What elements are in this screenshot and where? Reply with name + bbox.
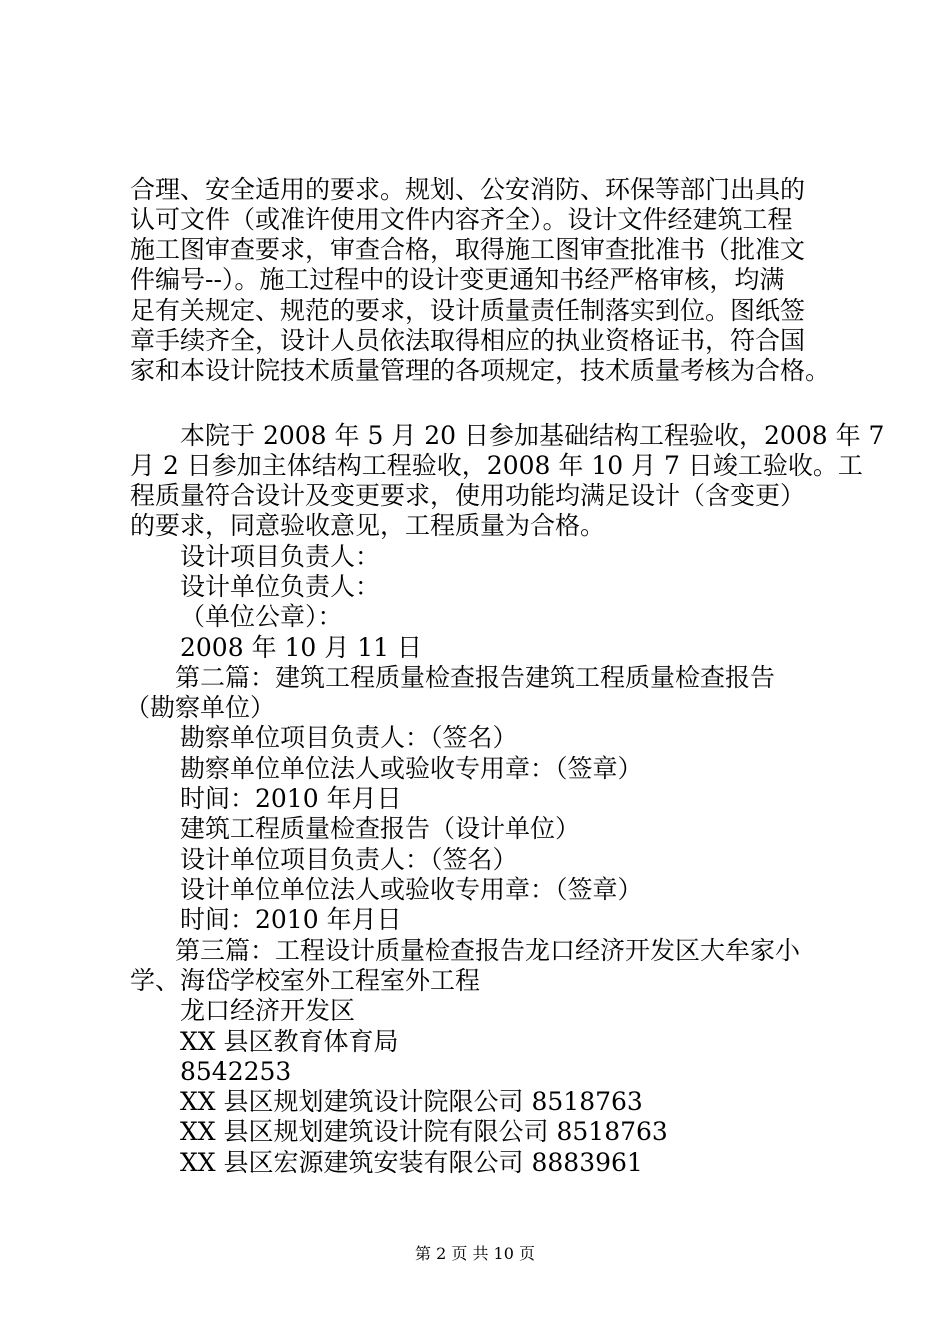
section-two-item: 勘察单位项目负责人：（签名） [180,723,518,752]
section-two-item: 建筑工程质量检查报告（设计单位） [180,814,581,843]
paragraph-line: 程质量符合设计及变更要求，使用功能均满足设计（含变更） [130,481,806,510]
section-two-item: 时间：2010 年月日 [180,784,402,813]
unit-seal-label: （单位公章）： [180,602,343,631]
section-two-title-continued: （勘察单位） [125,693,276,722]
section-three-item: XX 县区教育体育局 [180,1027,399,1056]
paragraph-line: 合理、安全适用的要求。规划、公安消防、环保等部门出具的 [130,175,806,204]
paragraph-line: 章手续齐全，设计人员依法取得相应的执业资格证书，符合国 [130,326,806,355]
paragraph-line: 件编号--）。施工过程中的设计变更通知书经严格审核，均满 [130,265,785,294]
section-two-item: 设计单位单位法人或验收专用章：（签章） [180,875,643,904]
section-three-item: 8542253 [180,1057,292,1086]
paragraph-line: 的要求，同意验收意见，工程质量为合格。 [130,511,606,540]
paragraph-line: 施工图审查要求，审查合格，取得施工图审查批准书（批准文 [130,235,806,264]
section-three-title-continued: 学、海岱学校室外工程室外工程 [130,966,481,995]
section-three-item: XX 县区规划建筑设计院有限公司 8518763 [180,1117,668,1146]
paragraph-line: 足有关规定、规范的要求，设计质量责任制落实到位。图纸签 [130,296,806,325]
page-number-footer: 第 2 页 共 10 页 [415,1244,535,1263]
section-two-item: 勘察单位单位法人或验收专用章：（签章） [180,754,643,783]
paragraph-line: 认可文件（或准许使用文件内容齐全）。设计文件经建筑工程 [130,205,793,234]
section-three-item: 龙口经济开发区 [180,996,356,1025]
design-project-leader-label: 设计项目负责人： [180,542,381,571]
section-two-item: 时间：2010 年月日 [180,905,402,934]
paragraph-line: 月 2 日参加主体结构工程验收，2008 年 10 月 7 日竣工验收。工 [130,451,863,480]
section-three-item: XX 县区宏源建筑安装有限公司 8883961 [180,1148,643,1177]
section-three-item: XX 县区规划建筑设计院限公司 8518763 [180,1087,643,1116]
paragraph-line: 家和本设计院技术质量管理的各项规定，技术质量考核为合格。 [130,356,831,385]
signature-date: 2008 年 10 月 11 日 [180,633,422,662]
section-two-title: 第二篇：建筑工程质量检查报告建筑工程质量检查报告 [175,663,776,692]
design-unit-leader-label: 设计单位负责人： [180,572,381,601]
section-three-title: 第三篇：工程设计质量检查报告龙口经济开发区大牟家小 [175,936,801,965]
paragraph-line: 本院于 2008 年 5 月 20 日参加基础结构工程验收，2008 年 7 [180,421,885,450]
section-two-item: 设计单位项目负责人：（签名） [180,845,518,874]
